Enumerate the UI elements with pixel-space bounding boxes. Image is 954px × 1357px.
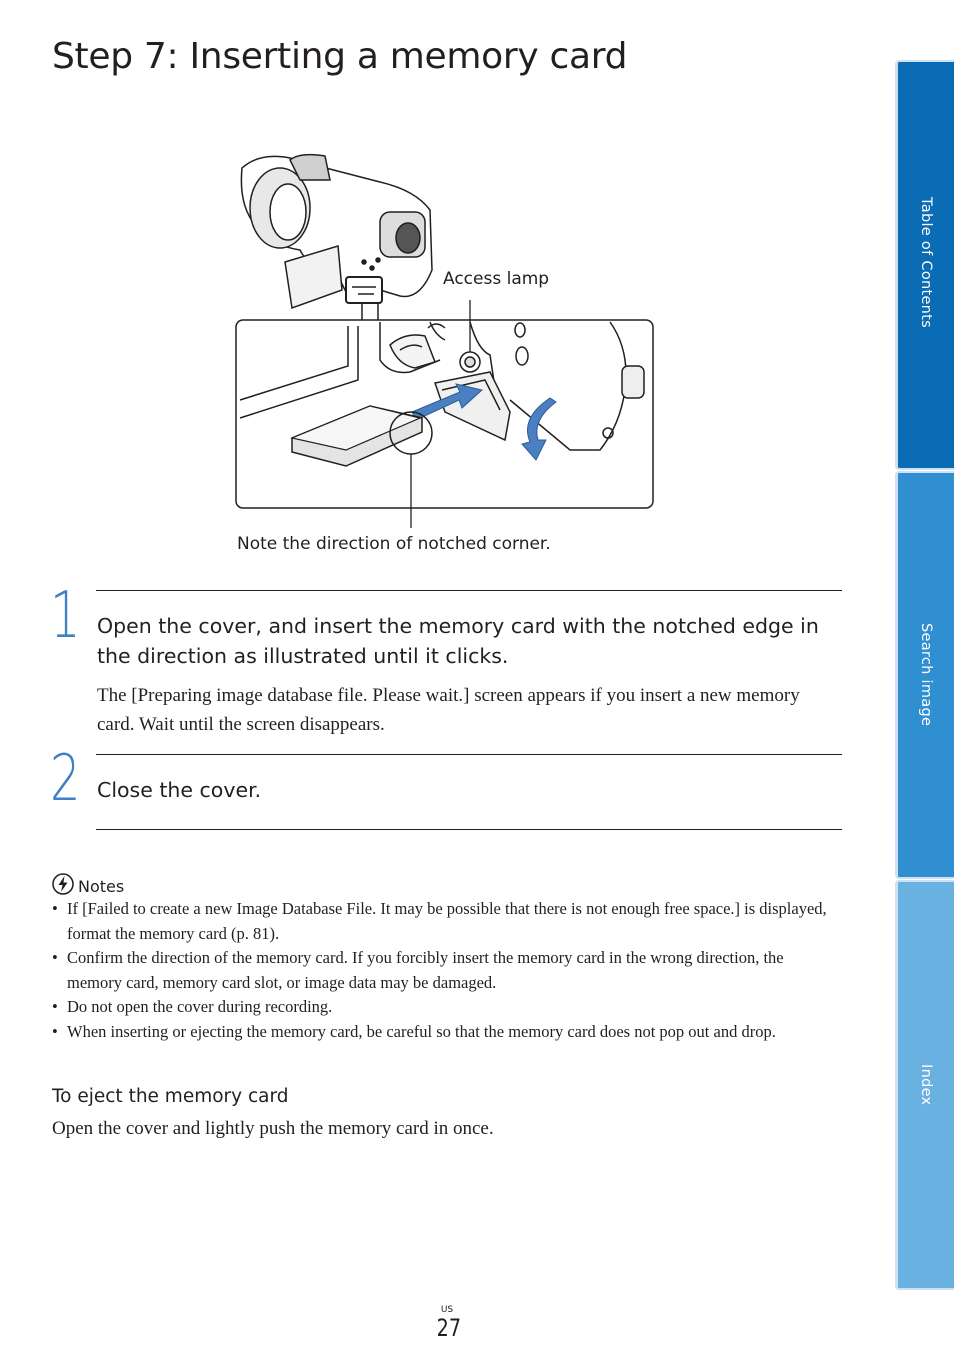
step-1-number: 1: [50, 579, 81, 653]
step-2-top-rule: [96, 754, 842, 755]
page-number: [434, 1306, 460, 1341]
note-item: • Confirm the direction of the memory card. If you forcibly insert the memory card in the wrong direction, the memory card, memory card slot, or image data may be damaged.: [52, 946, 842, 995]
notes-list: [52, 897, 842, 1044]
note-item: • Do not open the cover during recording.: [52, 995, 842, 1020]
tab-search-image-label: Search image: [918, 623, 934, 727]
camcorder-overview: [241, 155, 432, 308]
caution-icon: [52, 873, 74, 899]
notes-heading-label: Notes: [78, 876, 125, 896]
step-2-number: 2: [50, 742, 81, 816]
note-item: • When inserting or ejecting the memory card, be careful so that the memory card does not pop out and drop.: [52, 1020, 842, 1045]
tab-index-label: Index: [918, 1064, 934, 1106]
note-item: • If [Failed to create a new Image Database File. It may be possible that there is not enough free space.] is displayed, format the memory card (p. 81).: [52, 897, 842, 946]
page-title: Step 7: Inserting a memory card: [52, 36, 628, 77]
step-1-instruction: Open the cover, and insert the memory card with the notched edge in the direction as illustrated until it clicks.: [97, 614, 819, 668]
step-1-detail: The [Preparing image database file. Please wait.] screen appears if you insert a new memory card. Wait until the screen disappears.: [97, 685, 800, 735]
tab-index[interactable]: [895, 880, 954, 1290]
eject-instruction: Open the cover and lightly push the memory card in once.: [52, 1118, 494, 1139]
tab-search-image[interactable]: [895, 471, 954, 879]
tab-table-of-contents[interactable]: [895, 60, 954, 470]
tab-table-of-contents-label: Table of Contents: [918, 197, 934, 329]
access-lamp-label: Access lamp: [443, 269, 550, 289]
eject-heading: To eject the memory card: [52, 1086, 289, 1107]
camcorder-diagram: [230, 150, 660, 560]
step-1-top-rule: [96, 590, 842, 591]
detail-frame: [236, 320, 653, 508]
step-2-instruction: Close the cover.: [97, 778, 262, 802]
page-region: US: [440, 1305, 454, 1315]
steps-bottom-rule: [96, 829, 842, 830]
page-number-value: 27: [436, 1314, 462, 1342]
notch-direction-label: Note the direction of notched corner.: [237, 534, 551, 554]
memory-card-illustration: [230, 150, 660, 560]
notes-heading: [52, 873, 124, 899]
